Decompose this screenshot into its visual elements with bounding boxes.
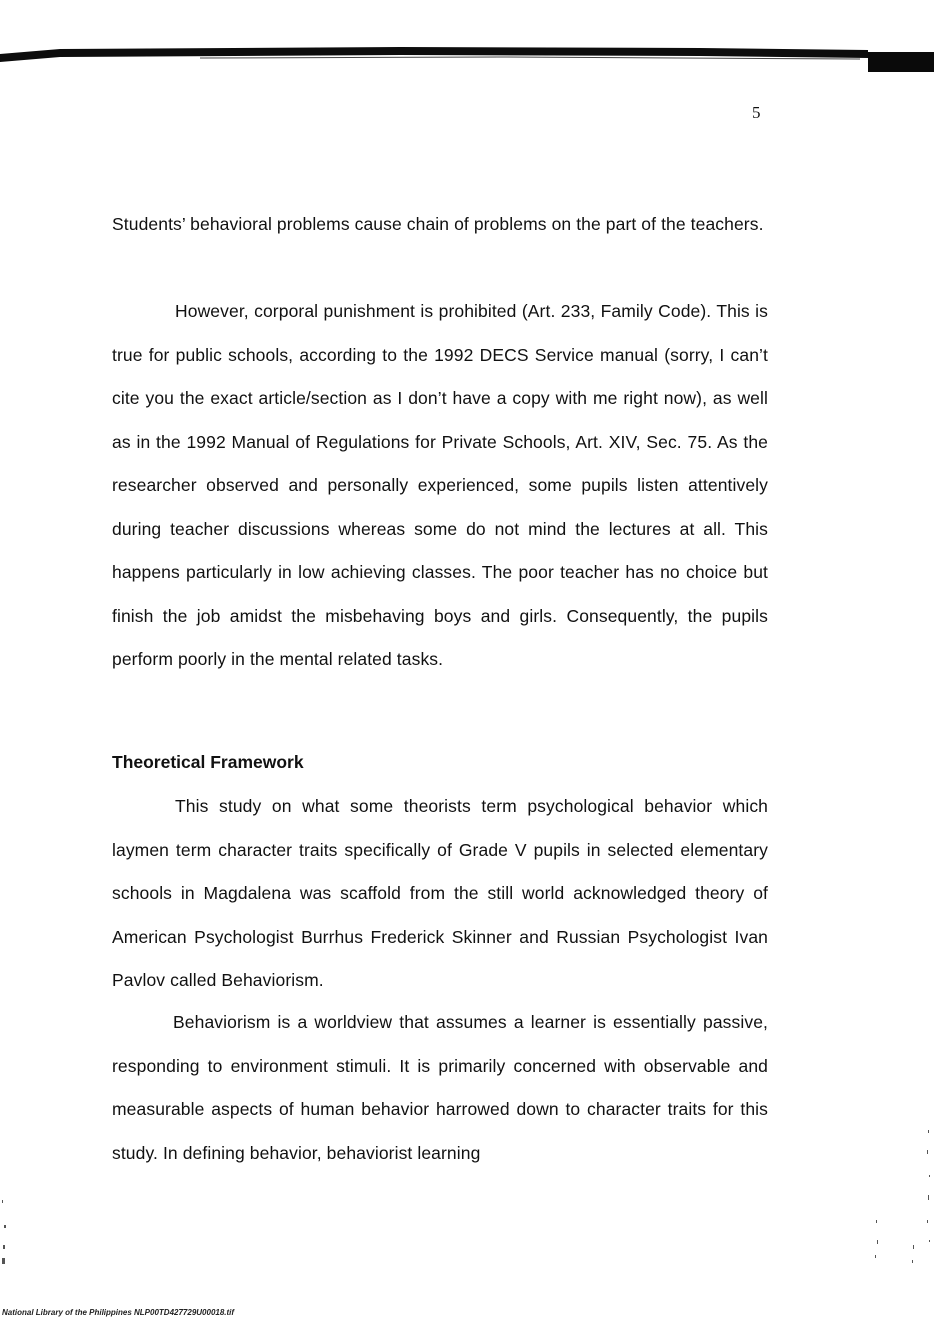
paragraph-behaviorism-definition: Behaviorism is a worldview that assumes a learner is essentially passive, responding to environment stimuli. It is primarily concerned with observable and measurable aspects of human behavior harrowed down to character traits for this study. In defining behavior, behaviorist learning [112, 1012, 768, 1163]
paragraph-corporal-punishment: However, corporal punishment is prohibited (Art. 233, Family Code). This is true for public schools, according to the 1992 DECS Service manual (sorry, I can’t cite you the exact article/section as I don’t have a copy with me right now), as well as in the 1992 Manual of Regulations for Private Schools, Art. XIV, Sec. 75. As the researcher observed and personally experienced, some pupils listen attentively during teacher discussions whereas some do not mind the lectures at all. This happens particularly in low achieving classes. The poor teacher has no choice but finish the job amidst the misbehaving boys and girls. Consequently, the pupils perform poorly in the mental related tasks. [112, 301, 768, 669]
paragraph-study-scaffold: This study on what some theorists term psychological behavior which laymen term character traits specifically of Grade V pupils in selected elementary schools in Magdalena was scaffold from the still world acknowledged theory of American Psychologist Burrhus Frederick Skinner and Russian Psychologist Ivan Pavlov called Behaviorism. [112, 796, 768, 990]
scan-border-bar [0, 44, 934, 72]
scan-source-note: National Library of the Philippines NLP00TD427729U00018.tif [2, 1308, 235, 1317]
section-heading-theoretical-framework: Theoretical Framework [112, 752, 304, 772]
page-number: 5 [752, 103, 761, 122]
paragraph-students-behavioral-problems: Students’ behavioral problems cause chain of problems on the part of the teachers. [112, 214, 764, 234]
